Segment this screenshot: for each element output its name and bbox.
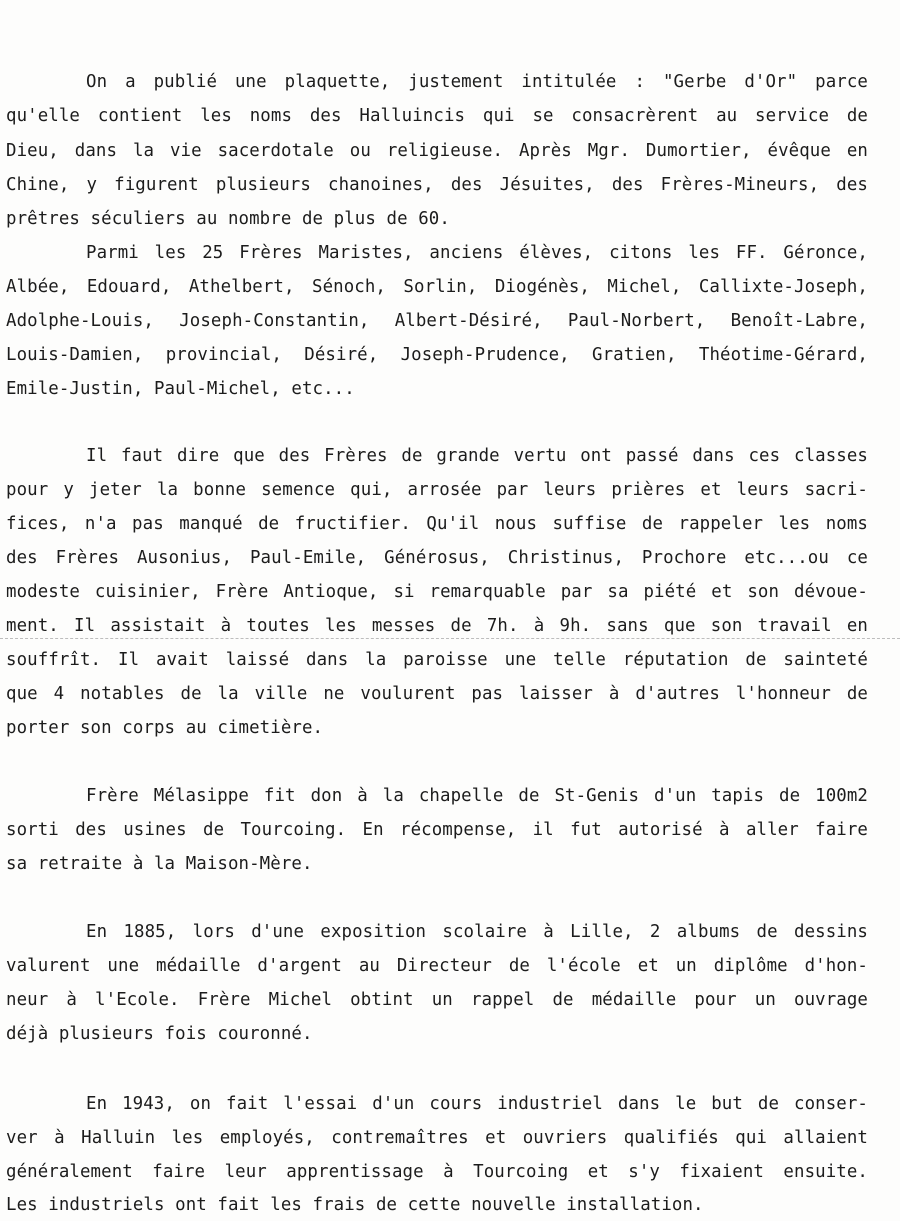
text-line: Parmi les 25 Frères Maristes, anciens élèves, citons les FF. Géronce, [86, 243, 868, 263]
text-line: déjà plusieurs fois couronné. [6, 1024, 313, 1044]
text-line: prêtres séculiers au nombre de plus de 60. [6, 209, 450, 229]
text-line: modeste cuisinier, Frère Antioque, si remarquable par sa piété et son dévoue- [6, 582, 868, 602]
text-line: Louis-Damien, provincial, Désiré, Joseph-Prudence, Gratien, Théotime-Gérard, [6, 345, 868, 365]
text-line: valurent une médaille d'argent au Directeur de l'école et un diplôme d'hon- [6, 956, 868, 976]
text-line: neur à l'Ecole. Frère Michel obtint un rappel de médaille pour un ouvrage [6, 990, 868, 1010]
text-line: qu'elle contient les noms des Halluincis qui se consacrèrent au service de [6, 106, 868, 126]
text-line: porter son corps au cimetière. [6, 718, 324, 738]
text-line: En 1885, lors d'une exposition scolaire à Lille, 2 albums de dessins [86, 922, 868, 942]
text-line: Emile-Justin, Paul-Michel, etc... [6, 379, 355, 399]
text-line: Albée, Edouard, Athelbert, Sénoch, Sorlin, Diogénès, Michel, Callixte-Joseph, [6, 277, 868, 297]
text-line: souffrît. Il avait laissé dans la paroisse une telle réputation de sainteté [6, 650, 868, 670]
text-line: que 4 notables de la ville ne voulurent pas laisser à d'autres l'honneur de [6, 684, 868, 704]
scan-fold-line [0, 638, 900, 639]
text-line: Adolphe-Louis, Joseph-Constantin, Albert-Désiré, Paul-Norbert, Benoît-Labre, [6, 311, 868, 331]
text-line: Chine, y figurent plusieurs chanoines, des Jésuites, des Frères-Mineurs, des [6, 175, 868, 195]
text-line: ment. Il assistait à toutes les messes de 7h. à 9h. sans que son travail en [6, 616, 868, 636]
text-line: des Frères Ausonius, Paul-Emile, Générosus, Christinus, Prochore etc...ou ce [6, 548, 868, 568]
text-line: fices, n'a pas manqué de fructifier. Qu'il nous suffise de rappeler les noms [6, 514, 868, 534]
text-line: En 1943, on fait l'essai d'un cours industriel dans le but de conser- [86, 1094, 868, 1114]
text-line: sorti des usines de Tourcoing. En récompense, il fut autorisé à aller faire [6, 820, 868, 840]
text-line: ver à Halluin les employés, contremaîtres et ouvriers qualifiés qui allaient [6, 1128, 868, 1148]
text-line: Les industriels ont fait les frais de cette nouvelle installation. [6, 1195, 704, 1215]
text-line: Dieu, dans la vie sacerdotale ou religieuse. Après Mgr. Dumortier, évêque en [6, 141, 868, 161]
text-line: On a publié une plaquette, justement intitulée : "Gerbe d'Or" parce [86, 72, 868, 92]
text-line: Il faut dire que des Frères de grande vertu ont passé dans ces classes [86, 446, 868, 466]
text-line: généralement faire leur apprentissage à Tourcoing et s'y fixaient ensuite. [6, 1162, 868, 1182]
text-line: pour y jeter la bonne semence qui, arrosée par leurs prières et leurs sacri- [6, 480, 868, 500]
text-line: sa retraite à la Maison-Mère. [6, 854, 313, 874]
text-line: Frère Mélasippe fit don à la chapelle de St-Genis d'un tapis de 100m2 [86, 786, 868, 806]
